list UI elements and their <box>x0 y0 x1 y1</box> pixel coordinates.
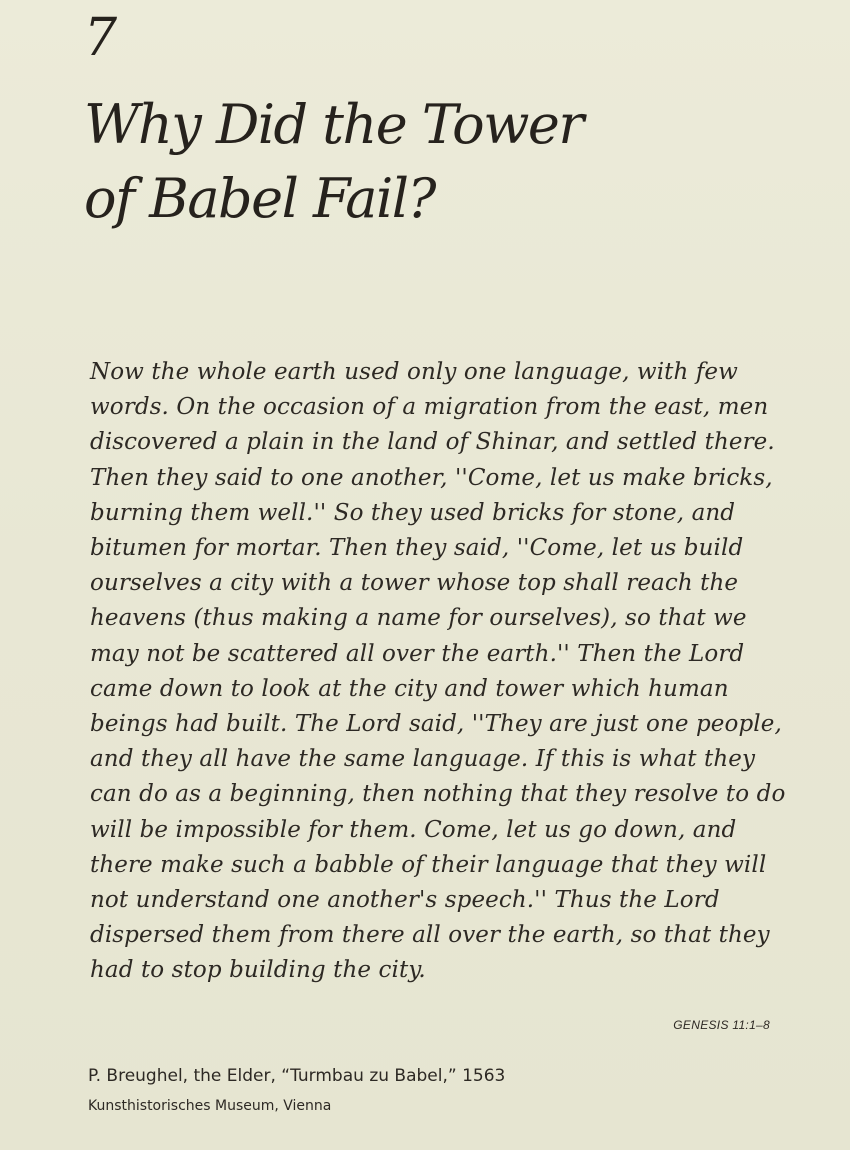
scripture-line: can do as a beginning, then nothing that they resolve to do <box>90 781 786 808</box>
scripture-line: bitumen for mortar. Then they said, ''Come, let us build <box>90 535 744 562</box>
scripture-line: words. On the occasion of a migration from the east, men <box>90 394 769 421</box>
scripture-line: and they all have the same language. If this is what they <box>90 746 756 773</box>
scripture-line: beings had built. The Lord said, ''They are just one people, <box>90 711 782 738</box>
scripture-line: Then they said to one another, ''Come, let us make bricks, <box>90 464 773 491</box>
scripture-passage <box>90 355 790 989</box>
scripture-line: Now the whole earth used only one language, with few <box>90 359 738 385</box>
chapter-number: 7 <box>84 8 118 68</box>
scripture-line: will be impossible for them. Come, let us go down, and <box>90 816 737 843</box>
image-caption-location: Kunsthistorisches Museum, Vienna <box>88 1098 332 1114</box>
image-caption: P. Breughel, the Elder, “Turmbau zu Babel,” 1563 <box>88 1066 506 1086</box>
scripture-citation: GENESIS 11:1–8 <box>673 1018 770 1032</box>
scripture-line: discovered a plain in the land of Shinar, and settled there. <box>90 429 775 456</box>
scripture-line: not understand one another's speech.'' Thus the Lord <box>90 887 720 914</box>
scripture-line: ourselves a city with a tower whose top shall reach the <box>90 570 739 597</box>
scripture-line: heavens (thus making a name for ourselves), so that we <box>90 605 747 632</box>
scripture-line: may not be scattered all over the earth.'' Then the Lord <box>90 640 745 667</box>
scripture-line: there make such a babble of their language that they will <box>90 851 767 878</box>
chapter-title <box>84 88 644 236</box>
scripture-line: burning them well.'' So they used bricks for stone, and <box>90 499 736 526</box>
scripture-line: came down to look at the city and tower which human <box>90 675 729 702</box>
chapter-title-line-1: Why Did the Tower <box>84 93 583 156</box>
chapter-title-line-2: of Babel Fail? <box>84 167 435 230</box>
scripture-line: had to stop building the city. <box>90 957 426 984</box>
scripture-line: dispersed them from there all over the earth, so that they <box>90 922 770 949</box>
